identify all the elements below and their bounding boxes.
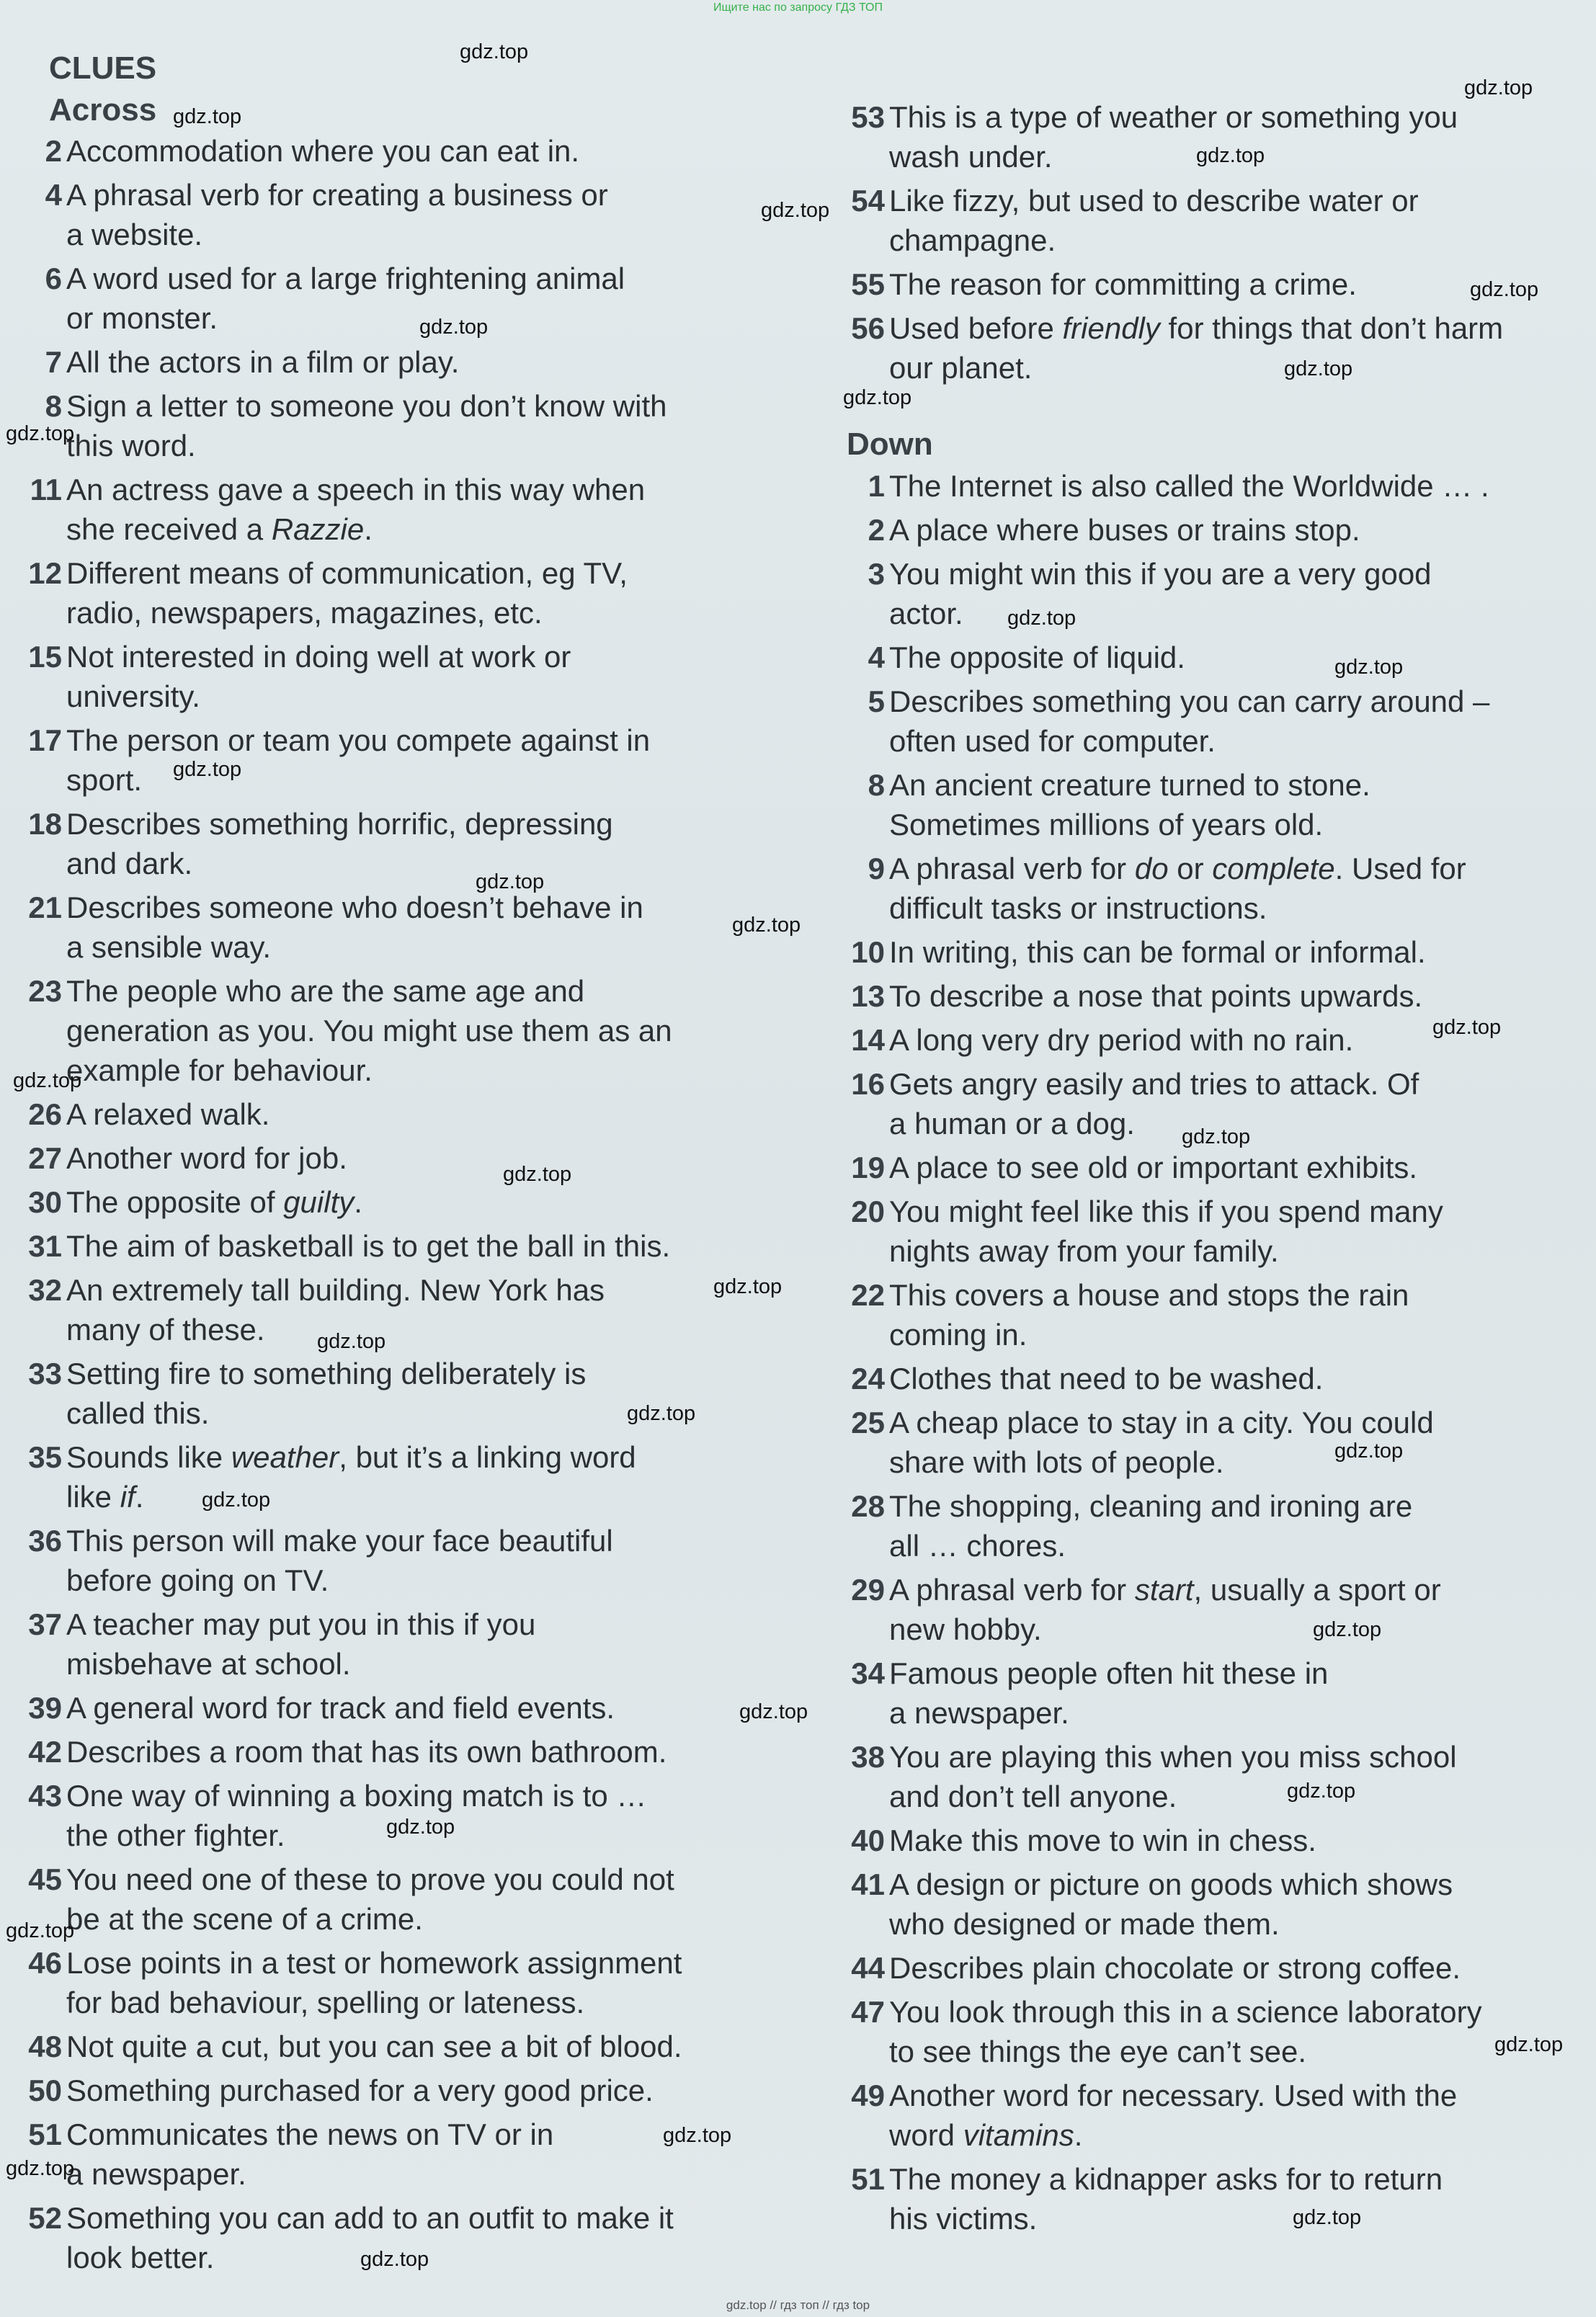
clue-number: 51 <box>28 2117 62 2151</box>
across-clue-2 <box>22 131 749 171</box>
clue-text: Sign a letter to someone you don’t know with <box>66 389 667 423</box>
clue-number: 7 <box>45 345 62 379</box>
down-clue-10 <box>844 932 1572 972</box>
across-clue-46 <box>22 1943 749 2022</box>
clue-text: or monster. <box>66 301 218 335</box>
clue-text: misbehave at school. <box>66 1647 351 1681</box>
clue-text: a human or a dog. <box>889 1107 1135 1140</box>
bottom-note: gdz.top // гдз топ // гдз top <box>726 2298 870 2312</box>
clue-text: An ancient creature turned to stone. <box>889 768 1370 802</box>
clue-number: 10 <box>851 935 885 969</box>
down-heading: Down <box>847 427 933 462</box>
clue-number: 19 <box>851 1151 885 1184</box>
clue-text: generation as you. You might use them as an <box>66 1014 672 1048</box>
clue-text: Describes someone who doesn’t behave in <box>66 890 643 924</box>
clue-text: the other fighter. <box>66 1818 285 1852</box>
watermark-text: gdz.top <box>1007 607 1076 630</box>
clue-text: In writing, this can be formal or informal. <box>889 935 1426 969</box>
clue-number: 21 <box>28 890 62 924</box>
clue-number: 14 <box>851 1023 885 1057</box>
watermark-text: gdz.top <box>663 2124 732 2147</box>
clue-text: You need one of these to prove you could not <box>66 1862 674 1896</box>
clue-text: Not interested in doing well at work or <box>66 640 571 674</box>
watermark-text: gdz.top <box>6 1919 75 1942</box>
clue-text: Make this move to win in chess. <box>889 1823 1316 1857</box>
clue-number: 54 <box>851 184 885 218</box>
clue-number: 44 <box>851 1951 885 1985</box>
clue-number: 3 <box>868 557 885 591</box>
clue-text: A long very dry period with no rain. <box>889 1023 1354 1057</box>
clue-text: A relaxed walk. <box>66 1097 270 1131</box>
across-clue-15 <box>22 637 749 716</box>
clue-text: The money a kidnapper asks for to return <box>889 2162 1443 2196</box>
clue-text: actor. <box>889 597 963 630</box>
clue-number: 50 <box>28 2073 62 2107</box>
clue-number: 8 <box>45 389 62 423</box>
across-clue-18 <box>22 804 749 883</box>
clue-text: The Internet is also called the Worldwide … . <box>889 469 1489 503</box>
clue-text: Another word for necessary. Used with the <box>889 2079 1458 2112</box>
clue-text: be at the scene of a crime. <box>66 1902 423 1936</box>
watermark-text: gdz.top <box>1293 2206 1362 2229</box>
clue-text: Describes something you can carry around – <box>889 684 1490 718</box>
down-clue-19 <box>844 1148 1572 1187</box>
clue-number: 6 <box>45 262 62 295</box>
clue-number: 41 <box>851 1867 885 1901</box>
down-clue-24 <box>844 1359 1572 1398</box>
clue-text: This covers a house and stops the rain <box>889 1278 1409 1312</box>
clue-text: radio, newspapers, magazines, etc. <box>66 596 543 630</box>
clue-number: 34 <box>851 1656 885 1690</box>
down-clue-4 <box>844 638 1572 677</box>
clue-number: 2 <box>45 134 62 168</box>
clue-text: Something purchased for a very good price. <box>66 2073 654 2107</box>
clue-text: One way of winning a boxing match is to … <box>66 1779 647 1813</box>
clue-text: A general word for track and field events. <box>66 1691 615 1725</box>
across-clue-50 <box>22 2071 749 2110</box>
clue-number: 13 <box>851 979 885 1013</box>
clue-text: who designed or made them. <box>889 1907 1280 1941</box>
watermark-text: gdz.top <box>1287 1780 1356 1803</box>
clue-number: 31 <box>28 1229 62 1263</box>
watermark-text: gdz.top <box>1470 278 1539 301</box>
clue-number: 20 <box>851 1195 885 1228</box>
watermark-text: gdz.top <box>732 914 801 937</box>
across-clue-26 <box>22 1094 749 1134</box>
down-clue-9 <box>844 849 1572 928</box>
down-clue-47 <box>844 1992 1572 2071</box>
across-clue-37 <box>22 1604 749 1684</box>
down-clue-25 <box>844 1403 1572 1482</box>
across-clue-7 <box>22 342 749 382</box>
clue-number: 56 <box>851 311 885 345</box>
down-clue-28 <box>844 1486 1572 1566</box>
clue-number: 35 <box>28 1440 62 1474</box>
clue-text: wash under. <box>889 140 1053 174</box>
clue-text: champagne. <box>889 223 1056 257</box>
across-clue-4 <box>22 175 749 254</box>
watermark-text: gdz.top <box>13 1069 82 1092</box>
clue-number: 16 <box>851 1067 885 1101</box>
clue-text: sport. <box>66 763 143 797</box>
watermark-text: gdz.top <box>6 2157 75 2180</box>
clue-text: Like fizzy, but used to describe water or <box>889 184 1419 218</box>
clue-text: our planet. <box>889 351 1033 385</box>
across-clue-8 <box>22 386 749 465</box>
clue-number: 40 <box>851 1823 885 1857</box>
across-clue-36 <box>22 1521 749 1600</box>
clue-text: An actress gave a speech in this way when <box>66 473 646 506</box>
clue-text: share with lots of people. <box>889 1445 1224 1479</box>
watermark-text: gdz.top <box>6 422 75 445</box>
watermark-text: gdz.top <box>713 1275 783 1298</box>
clue-text: Accommodation where you can eat in. <box>66 134 580 168</box>
clue-text: Sometimes millions of years old. <box>889 808 1324 841</box>
clue-number: 1 <box>868 469 885 503</box>
watermark-text: gdz.top <box>476 870 545 893</box>
clue-number: 45 <box>28 1862 62 1896</box>
clue-text: called this. <box>66 1396 210 1430</box>
watermark-text: gdz.top <box>1432 1016 1502 1039</box>
clue-text: Not quite a cut, but you can see a bit of blood. <box>66 2030 682 2063</box>
clue-number: 17 <box>28 723 62 757</box>
clue-text: this word. <box>66 429 196 463</box>
clue-text: all … chores. <box>889 1529 1066 1563</box>
clue-text: You might win this if you are a very good <box>889 557 1432 591</box>
down-clue-34 <box>844 1653 1572 1733</box>
watermark-text: gdz.top <box>1464 76 1533 99</box>
clue-text: Lose points in a test or homework assignment <box>66 1946 682 1980</box>
watermark-text: gdz.top <box>1334 1439 1404 1463</box>
clue-text: Something you can add to an outfit to make it <box>66 2201 674 2235</box>
clue-number: 18 <box>28 807 62 841</box>
clue-text: Describes plain chocolate or strong coffee. <box>889 1951 1461 1985</box>
clue-number: 26 <box>28 1097 62 1131</box>
clue-text: a newspaper. <box>66 2157 246 2191</box>
clue-text: An extremely tall building. New York has <box>66 1273 605 1307</box>
clue-text: A design or picture on goods which shows <box>889 1867 1453 1901</box>
across-clue-27 <box>22 1138 749 1178</box>
clue-text: To describe a nose that points upwards. <box>889 979 1423 1013</box>
clue-text: she received a Razzie. <box>66 512 373 546</box>
clue-text: A place where buses or trains stop. <box>889 513 1360 547</box>
clue-text: The people who are the same age and <box>66 974 585 1008</box>
clue-number: 47 <box>851 1995 885 2029</box>
clue-text: A phrasal verb for do or complete. Used for <box>889 852 1466 885</box>
clue-text: and dark. <box>66 847 193 880</box>
watermark-text: gdz.top <box>1494 2033 1564 2056</box>
clue-text: for bad behaviour, spelling or lateness. <box>66 1986 585 2019</box>
down-clue-41 <box>844 1865 1572 1944</box>
clue-text: Describes a room that has its own bathroom. <box>66 1735 667 1769</box>
across-clue-11 <box>22 470 749 549</box>
clue-text: often used for computer. <box>889 724 1216 758</box>
clue-number: 15 <box>28 640 62 674</box>
clue-number: 55 <box>851 267 885 301</box>
across-clue-17 <box>22 720 749 800</box>
down-clue-5 <box>844 682 1572 761</box>
clue-number: 23 <box>28 974 62 1008</box>
across-clue-56 <box>844 308 1572 388</box>
clue-text: a website. <box>66 218 203 251</box>
clue-number: 36 <box>28 1524 62 1558</box>
down-clue-38 <box>844 1737 1572 1816</box>
clue-text: and don’t tell anyone. <box>889 1780 1177 1813</box>
clue-text: Gets angry easily and tries to attack. Of <box>889 1067 1419 1101</box>
down-clue-2 <box>844 510 1572 550</box>
clue-text: Famous people often hit these in <box>889 1656 1329 1690</box>
clue-number: 42 <box>28 1735 62 1769</box>
watermark-text: gdz.top <box>1196 144 1265 167</box>
watermark-text: gdz.top <box>843 386 912 409</box>
clue-number: 33 <box>28 1357 62 1390</box>
clue-number: 30 <box>28 1185 62 1219</box>
across-clue-55 <box>844 264 1572 304</box>
clue-text: Different means of communication, eg TV, <box>66 556 628 590</box>
clue-text: example for behaviour. <box>66 1053 373 1087</box>
across-clue-23 <box>22 971 749 1090</box>
watermark-text: gdz.top <box>1313 1618 1382 1641</box>
clue-text: A word used for a large frightening animal <box>66 262 625 295</box>
down-clue-3 <box>844 554 1572 633</box>
across-heading: Across <box>49 92 157 128</box>
clue-text: before going on TV. <box>66 1563 329 1597</box>
clue-text: This is a type of weather or something you <box>889 100 1458 134</box>
clue-number: 24 <box>851 1362 885 1396</box>
across-clue-45 <box>22 1860 749 1939</box>
across-clue-54 <box>844 181 1572 260</box>
down-clue-13 <box>844 976 1572 1016</box>
clue-text: A phrasal verb for creating a business or <box>66 178 608 212</box>
watermark-text: gdz.top <box>173 105 242 128</box>
clue-text: word vitamins. <box>889 2118 1083 2152</box>
clue-text: many of these. <box>66 1313 265 1347</box>
down-clue-1 <box>844 466 1572 506</box>
watermark-text: gdz.top <box>419 316 489 339</box>
across-clue-43 <box>22 1776 749 1855</box>
watermark-text: gdz.top <box>317 1330 386 1353</box>
clue-text: The shopping, cleaning and ironing are <box>889 1489 1413 1523</box>
clue-text: Describes something horrific, depressing <box>66 807 613 841</box>
down-clue-8 <box>844 765 1572 844</box>
clue-text: difficult tasks or instructions. <box>889 891 1267 925</box>
clue-text: university. <box>66 679 200 713</box>
clue-number: 32 <box>28 1273 62 1307</box>
watermark-text: gdz.top <box>173 758 242 781</box>
clue-text: Another word for job. <box>66 1141 347 1175</box>
clue-text: a sensible way. <box>66 930 272 964</box>
clue-number: 51 <box>851 2162 885 2196</box>
clue-text: A teacher may put you in this if you <box>66 1607 536 1641</box>
watermark-text: gdz.top <box>460 40 529 63</box>
clue-text: a newspaper. <box>889 1696 1069 1730</box>
clue-number: 11 <box>30 473 62 506</box>
clue-text: All the actors in a film or play. <box>66 345 460 379</box>
clue-number: 39 <box>28 1691 62 1725</box>
down-clue-22 <box>844 1275 1572 1354</box>
watermark-text: gdz.top <box>202 1488 271 1512</box>
clue-number: 43 <box>28 1779 62 1813</box>
clue-text: You look through this in a science laboratory <box>889 1995 1482 2029</box>
clue-text: Clothes that need to be washed. <box>889 1362 1324 1396</box>
clue-text: nights away from your family. <box>889 1234 1279 1268</box>
watermark-text: gdz.top <box>739 1700 808 1723</box>
clue-text: Setting fire to something deliberately is <box>66 1357 587 1390</box>
watermark-text: gdz.top <box>761 199 830 222</box>
clue-text: Used before friendly for things that don’t harm <box>889 311 1504 345</box>
clue-text: The person or team you compete against in <box>66 723 651 757</box>
clue-number: 38 <box>851 1740 885 1774</box>
watermark-text: gdz.top <box>503 1163 572 1186</box>
across-clue-31 <box>22 1226 749 1266</box>
clue-number: 37 <box>28 1607 62 1641</box>
clue-number: 48 <box>28 2030 62 2063</box>
watermark-text: gdz.top <box>1182 1125 1251 1148</box>
clue-text: look better. <box>66 2241 215 2274</box>
watermark-text: gdz.top <box>627 1402 696 1425</box>
clue-text: to see things the eye can’t see. <box>889 2035 1307 2068</box>
across-clue-51 <box>22 2115 749 2194</box>
clue-text: A phrasal verb for start, usually a sport or <box>889 1573 1441 1607</box>
clue-text: This person will make your face beautiful <box>66 1524 613 1558</box>
clue-number: 49 <box>851 2079 885 2112</box>
clue-number: 29 <box>851 1573 885 1607</box>
clue-number: 4 <box>45 178 62 212</box>
across-clue-35 <box>22 1437 749 1517</box>
watermark-text: gdz.top <box>1284 357 1353 380</box>
down-clue-49 <box>844 2076 1572 2155</box>
clue-text: his victims. <box>889 2202 1038 2236</box>
clue-text: new hobby. <box>889 1612 1042 1646</box>
watermark-text: gdz.top <box>1334 656 1404 679</box>
clue-text: A cheap place to stay in a city. You could <box>889 1406 1434 1439</box>
clue-number: 27 <box>28 1141 62 1175</box>
clue-number: 2 <box>868 513 885 547</box>
clue-text: like if. <box>66 1480 144 1514</box>
clue-text: coming in. <box>889 1318 1027 1352</box>
across-clue-12 <box>22 553 749 633</box>
clue-number: 25 <box>851 1406 885 1439</box>
down-clue-44 <box>844 1948 1572 1988</box>
top-note: Ищите нас по запросу ГДЗ ТОП <box>713 1 883 14</box>
clue-number: 5 <box>868 684 885 718</box>
clue-number: 53 <box>851 100 885 134</box>
clue-number: 9 <box>868 852 885 885</box>
down-clue-51 <box>844 2159 1572 2238</box>
clue-number: 4 <box>868 640 885 674</box>
across-clue-48 <box>22 2027 749 2066</box>
clue-text: You might feel like this if you spend many <box>889 1195 1443 1228</box>
clue-number: 28 <box>851 1489 885 1523</box>
watermark-text: gdz.top <box>360 2248 429 2271</box>
clue-text: You are playing this when you miss school <box>889 1740 1457 1774</box>
across-clue-42 <box>22 1732 749 1772</box>
clue-text: The reason for committing a crime. <box>889 267 1357 301</box>
clue-text: Sounds like weather, but it’s a linking word <box>66 1440 636 1474</box>
clue-number: 8 <box>868 768 885 802</box>
watermark-text: gdz.top <box>386 1816 455 1839</box>
clue-number: 46 <box>28 1946 62 1980</box>
across-clue-21 <box>22 888 749 967</box>
clue-number: 12 <box>28 556 62 590</box>
clue-text: The opposite of guilty. <box>66 1185 362 1219</box>
across-clue-6 <box>22 259 749 338</box>
clue-text: Communicates the news on TV or in <box>66 2117 554 2151</box>
across-clue-30 <box>22 1182 749 1222</box>
clue-number: 52 <box>28 2201 62 2235</box>
clue-text: The aim of basketball is to get the ball in this. <box>66 1229 671 1263</box>
across-clue-39 <box>22 1688 749 1728</box>
clue-text: A place to see old or important exhibits. <box>889 1151 1418 1184</box>
down-clue-29 <box>844 1570 1572 1649</box>
down-clue-40 <box>844 1821 1572 1860</box>
clues-heading: CLUES <box>49 50 157 86</box>
clue-text: The opposite of liquid. <box>889 640 1185 674</box>
down-clue-20 <box>844 1192 1572 1271</box>
clue-number: 22 <box>851 1278 885 1312</box>
